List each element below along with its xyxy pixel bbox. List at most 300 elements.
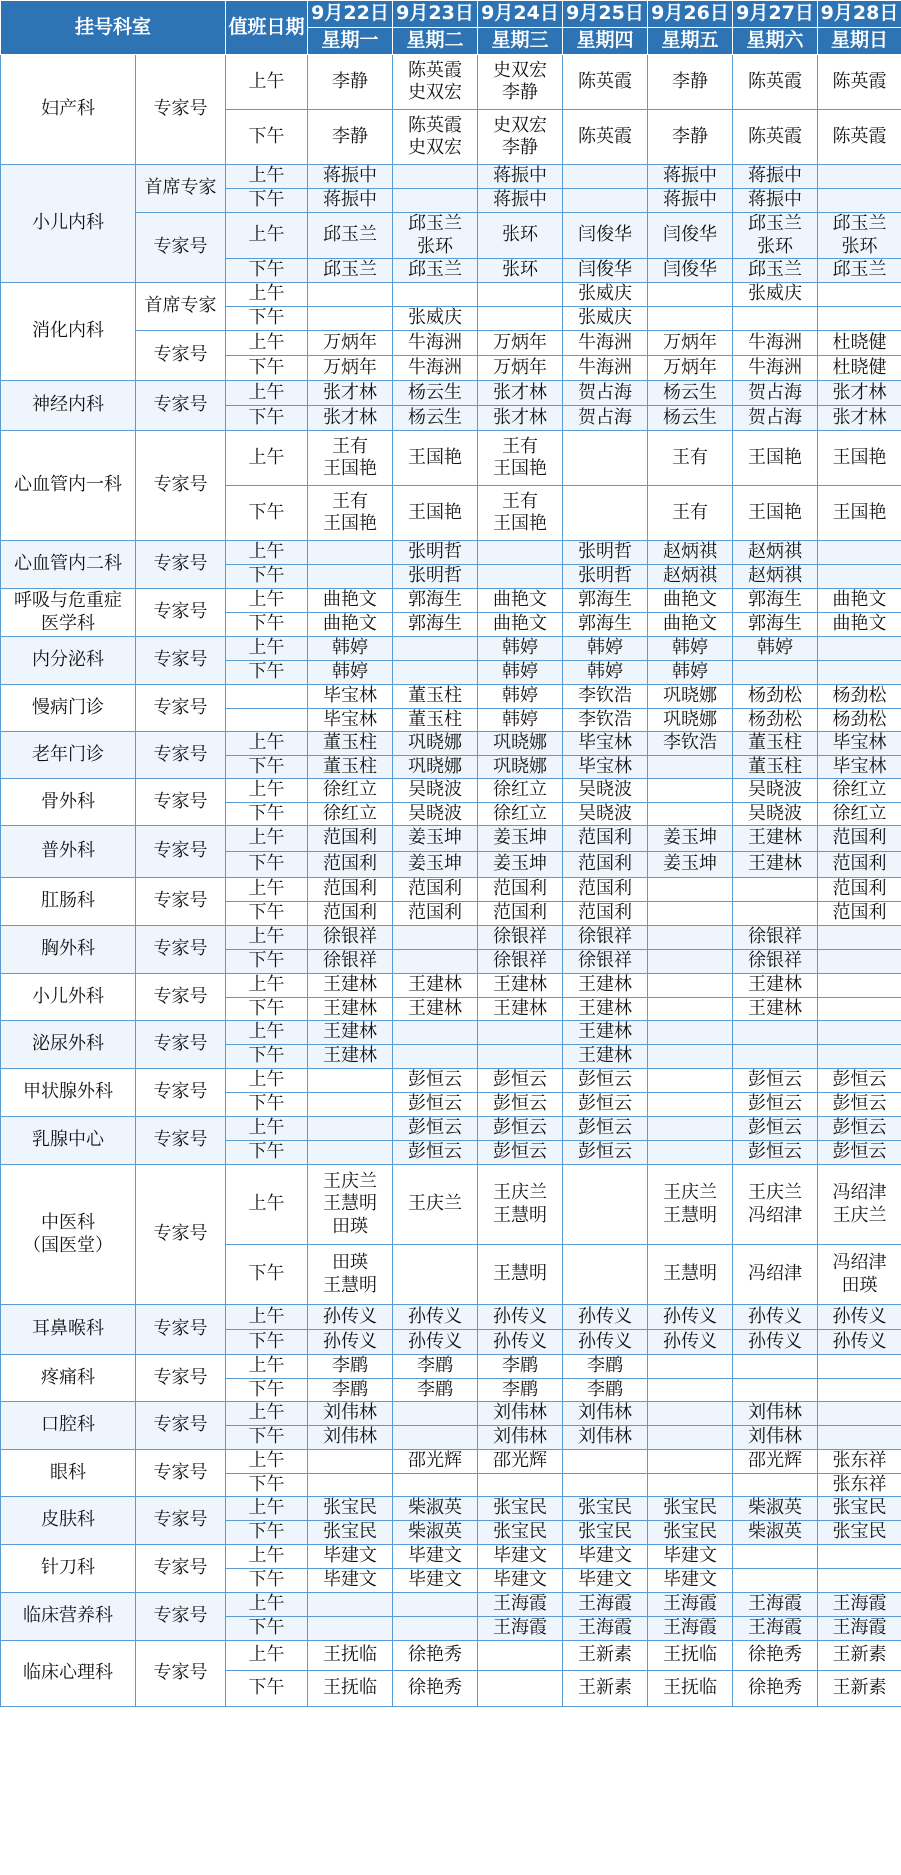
registration-tier: 专家号 [136,1021,226,1069]
doctor-cell: 徐银祥 [478,926,563,950]
doctor-cell: 毕建文 [393,1569,478,1593]
doctor-cell: 邱玉兰 [308,259,393,283]
doctor-cell: 彭恒云 [393,1093,478,1117]
period-cell: 下午 [226,997,308,1021]
department-name: 内分泌科 [1,637,136,685]
weekday-cell: 星期五 [648,28,733,55]
doctor-cell [393,283,478,307]
department-name: 妇产科 [1,55,136,165]
doctor-cell: 蒋振中 [733,165,818,189]
doctor-cell: 徐银祥 [308,926,393,950]
doctor-cell: 郭海生 [563,589,648,613]
doctor-cell: 范国利 [308,878,393,902]
doctor-cell: 王海霞 [478,1617,563,1641]
doctor-cell [818,1402,901,1426]
schedule-row [1,878,901,902]
doctor-cell [308,1069,393,1093]
schedule-row [1,1450,901,1474]
doctor-cell [563,431,648,486]
doctor-cell: 陈英霞 史双宏 [393,110,478,165]
doctor-cell [393,1617,478,1641]
doctor-cell: 张明哲 [563,565,648,589]
doctor-cell: 张宝民 [478,1497,563,1521]
schedule-row [1,1165,901,1245]
doctor-cell: 邱玉兰 [818,259,901,283]
doctor-cell: 范国利 [393,878,478,902]
doctor-cell: 王建林 [308,1021,393,1045]
weekday-cell: 星期四 [563,28,648,55]
doctor-cell: 赵炳祺 [733,565,818,589]
doctor-cell: 李鹛 [393,1378,478,1402]
doctor-cell: 王建林 [563,1045,648,1069]
doctor-cell: 万炳年 [478,356,563,381]
period-cell: 上午 [226,1165,308,1245]
doctor-cell: 王庆兰 王慧明 [478,1165,563,1245]
doctor-cell: 孙传义 [818,1330,901,1355]
doctor-cell: 曲艳文 [648,613,733,637]
doctor-cell: 巩晓娜 [393,732,478,756]
doctor-cell: 刘伟林 [308,1426,393,1450]
period-cell: 下午 [226,1378,308,1402]
doctor-cell [648,1473,733,1497]
schedule-row [1,1305,901,1330]
weekday-cell: 星期二 [393,28,478,55]
doctor-cell: 王建林 [308,974,393,998]
doctor-cell: 李鹛 [478,1378,563,1402]
doctor-cell: 韩婷 [478,708,563,732]
doctor-cell [308,541,393,565]
doctor-cell: 王抚临 [648,1641,733,1671]
doctor-cell: 杨云生 [648,381,733,406]
doctor-cell: 田瑛 王慧明 [308,1245,393,1305]
doctor-cell: 刘伟林 [478,1426,563,1450]
doctor-cell: 赵炳祺 [648,565,733,589]
doctor-cell [648,1021,733,1045]
doctor-cell [818,950,901,974]
period-cell: 上午 [226,541,308,565]
doctor-cell: 柴淑英 [733,1497,818,1521]
registration-tier: 专家号 [136,213,226,283]
doctor-cell: 王有 [648,431,733,486]
registration-tier: 专家号 [136,926,226,974]
doctor-cell: 刘伟林 [478,1402,563,1426]
doctor-cell [733,307,818,331]
doctor-cell [648,1045,733,1069]
schedule-row [1,926,901,950]
doctor-cell: 邵光辉 [478,1450,563,1474]
doctor-cell [393,661,478,685]
doctor-cell: 张环 [478,259,563,283]
period-cell: 上午 [226,55,308,110]
date-cell: 9月24日 [478,1,563,28]
department-name: 慢病门诊 [1,685,136,732]
doctor-cell [818,974,901,998]
doctor-cell: 毕宝林 [308,685,393,709]
doctor-cell: 张宝民 [478,1521,563,1545]
doctor-cell: 赵炳祺 [733,541,818,565]
registration-tier: 专家号 [136,1402,226,1450]
doctor-cell: 彭恒云 [563,1069,648,1093]
doctor-cell: 郭海生 [563,613,648,637]
doctor-cell: 王建林 [733,852,818,878]
doctor-cell: 闫俊华 [563,213,648,259]
doctor-cell: 徐红立 [478,779,563,803]
period-cell: 上午 [226,1402,308,1426]
department-name: 胸外科 [1,926,136,974]
doctor-cell: 张东祥 [818,1473,901,1497]
doctor-cell: 董玉柱 [393,685,478,709]
doctor-cell: 徐银祥 [563,926,648,950]
doctor-cell: 杜晓健 [818,356,901,381]
doctor-cell: 王建林 [563,1021,648,1045]
doctor-cell: 毕建文 [563,1545,648,1569]
period-cell: 下午 [226,406,308,431]
doctor-cell: 韩婷 [308,661,393,685]
doctor-cell: 王庆兰 [393,1165,478,1245]
doctor-cell: 曲艳文 [308,589,393,613]
doctor-cell [733,661,818,685]
doctor-cell: 王有 [648,486,733,541]
registration-tier: 专家号 [136,637,226,685]
doctor-cell: 毕宝林 [308,708,393,732]
doctor-cell [733,1473,818,1497]
registration-tier: 专家号 [136,1545,226,1593]
doctor-cell: 贺占海 [563,406,648,431]
doctor-cell: 杨劲松 [818,708,901,732]
doctor-cell: 陈英霞 [733,55,818,110]
doctor-cell: 范国利 [563,852,648,878]
doctor-cell: 张明哲 [393,541,478,565]
doctor-cell: 王建林 [733,997,818,1021]
doctor-cell: 徐银祥 [308,950,393,974]
doctor-cell: 曲艳文 [648,589,733,613]
registration-tier: 专家号 [136,1305,226,1355]
period-cell: 上午 [226,1450,308,1474]
period-cell: 下午 [226,486,308,541]
doctor-cell: 蒋振中 [733,189,818,213]
doctor-cell [818,661,901,685]
doctor-cell: 彭恒云 [818,1069,901,1093]
period-cell: 上午 [226,1593,308,1617]
doctor-cell: 彭恒云 [563,1093,648,1117]
doctor-cell: 张才林 [478,381,563,406]
doctor-cell: 韩婷 [733,637,818,661]
period-cell: 下午 [226,613,308,637]
doctor-cell: 董玉柱 [308,755,393,779]
period-cell: 下午 [226,1141,308,1165]
doctor-cell: 张威庆 [563,283,648,307]
doctor-cell [393,1593,478,1617]
period-cell: 上午 [226,974,308,998]
doctor-cell: 毕建文 [308,1569,393,1593]
doctor-cell [563,1245,648,1305]
doctor-cell [733,1355,818,1379]
date-cell: 9月27日 [733,1,818,28]
doctor-cell: 张宝民 [818,1497,901,1521]
doctor-cell: 彭恒云 [733,1117,818,1141]
doctor-cell: 范国利 [308,902,393,926]
doctor-cell: 范国利 [563,878,648,902]
period-cell: 下午 [226,259,308,283]
doctor-cell: 王海霞 [733,1593,818,1617]
doctor-cell: 徐银祥 [478,950,563,974]
doctor-cell [308,1450,393,1474]
doctor-cell: 柴淑英 [393,1521,478,1545]
doctor-cell [308,307,393,331]
period-cell: 下午 [226,1045,308,1069]
doctor-cell: 邱玉兰 张环 [393,213,478,259]
doctor-cell [393,1021,478,1045]
doctor-cell: 张才林 [818,406,901,431]
doctor-cell: 彭恒云 [733,1069,818,1093]
doctor-cell: 王国艳 [818,486,901,541]
doctor-cell [308,1117,393,1141]
period-cell: 下午 [226,950,308,974]
doctor-cell [648,307,733,331]
registration-tier: 专家号 [136,685,226,732]
weekday-cell: 星期一 [308,28,393,55]
registration-tier: 专家号 [136,1593,226,1641]
doctor-cell: 蒋振中 [308,189,393,213]
schedule-row [1,331,901,356]
doctor-cell: 刘伟林 [563,1426,648,1450]
schedule-row [1,589,901,613]
doctor-cell: 徐红立 [308,779,393,803]
doctor-cell [308,1141,393,1165]
doctor-cell: 李钦浩 [648,732,733,756]
doctor-cell: 姜玉坤 [648,826,733,852]
doctor-cell: 王建林 [393,997,478,1021]
doctor-cell: 张宝民 [563,1497,648,1521]
doctor-cell: 巩晓娜 [648,685,733,709]
doctor-cell: 邵光辉 [393,1450,478,1474]
doctor-cell: 王慧明 [478,1245,563,1305]
registration-tier: 专家号 [136,589,226,637]
doctor-cell [648,997,733,1021]
doctor-cell: 曲艳文 [478,589,563,613]
doctor-cell [818,1545,901,1569]
doctor-cell: 彭恒云 [478,1093,563,1117]
period-cell: 上午 [226,779,308,803]
doctor-cell: 王庆兰 冯绍津 [733,1165,818,1245]
department-name: 肛肠科 [1,878,136,926]
department-name: 中医科 （国医堂） [1,1165,136,1305]
date-cell: 9月25日 [563,1,648,28]
schedule-row [1,1497,901,1521]
registration-tier: 专家号 [136,1497,226,1545]
doctor-cell: 蒋振中 [478,165,563,189]
doctor-cell [393,637,478,661]
registration-tier: 专家号 [136,1641,226,1707]
doctor-cell [733,902,818,926]
doctor-cell: 韩婷 [563,637,648,661]
period-cell: 下午 [226,1521,308,1545]
schedule-row [1,1545,901,1569]
doctor-cell: 张才林 [818,381,901,406]
doctor-cell: 彭恒云 [818,1093,901,1117]
doctor-cell [648,779,733,803]
doctor-cell: 徐银祥 [563,950,648,974]
doctor-cell: 蒋振中 [478,189,563,213]
doctor-cell: 徐艳秀 [393,1671,478,1707]
doctor-cell: 冯绍津 田瑛 [818,1245,901,1305]
doctor-cell: 张才林 [478,406,563,431]
doctor-cell: 王有 王国艳 [478,486,563,541]
doctor-cell [393,165,478,189]
doctor-cell: 孙传义 [563,1330,648,1355]
department-name: 针刀科 [1,1545,136,1593]
department-name: 消化内科 [1,283,136,381]
doctor-cell: 王建林 [733,826,818,852]
doctor-cell: 孙传义 [648,1305,733,1330]
doctor-cell: 闫俊华 [648,213,733,259]
department-name: 心血管内一科 [1,431,136,541]
registration-tier: 专家号 [136,55,226,165]
doctor-cell: 彭恒云 [733,1093,818,1117]
doctor-cell [648,1426,733,1450]
period-cell: 上午 [226,1641,308,1671]
registration-tier: 专家号 [136,779,226,826]
doctor-cell: 毕宝林 [818,755,901,779]
department-name: 临床心理科 [1,1641,136,1707]
doctor-cell: 郭海生 [733,589,818,613]
doctor-cell [308,1473,393,1497]
doctor-cell [818,283,901,307]
doctor-cell: 杨劲松 [818,685,901,709]
period-cell: 上午 [226,1355,308,1379]
doctor-cell: 郭海生 [393,589,478,613]
doctor-cell: 陈英霞 [733,110,818,165]
doctor-cell: 张宝民 [308,1497,393,1521]
doctor-cell: 韩婷 [308,637,393,661]
department-name: 小儿内科 [1,165,136,283]
doctor-cell: 王海霞 [563,1593,648,1617]
doctor-cell: 孙传义 [563,1305,648,1330]
doctor-cell: 万炳年 [648,331,733,356]
doctor-cell: 冯绍津 [733,1245,818,1305]
doctor-cell: 牛海洲 [733,356,818,381]
doctor-cell [563,1165,648,1245]
doctor-cell: 巩晓娜 [478,755,563,779]
doctor-cell: 贺占海 [733,406,818,431]
registration-tier: 首席专家 [136,283,226,331]
doctor-cell: 范国利 [818,852,901,878]
doctor-cell: 毕建文 [308,1545,393,1569]
department-name: 老年门诊 [1,732,136,779]
doctor-cell [563,1473,648,1497]
registration-tier: 专家号 [136,974,226,1021]
schedule-row [1,685,901,709]
registration-tier: 专家号 [136,381,226,431]
doctor-cell [648,1355,733,1379]
doctor-cell [818,541,901,565]
doctor-cell: 曲艳文 [818,613,901,637]
schedule-row [1,283,901,307]
doctor-cell: 范国利 [478,902,563,926]
doctor-cell: 姜玉坤 [478,852,563,878]
doctor-cell: 李钦浩 [563,708,648,732]
doctor-cell: 彭恒云 [818,1141,901,1165]
doctor-cell [478,283,563,307]
table-header [1,1,901,55]
doctor-cell: 范国利 [563,826,648,852]
doctor-cell: 吴晓波 [393,802,478,826]
schedule-row [1,165,901,189]
doctor-cell [648,974,733,998]
doctor-cell: 徐艳秀 [393,1641,478,1671]
doctor-cell: 张威庆 [733,283,818,307]
doctor-cell: 万炳年 [308,356,393,381]
doctor-cell: 韩婷 [478,685,563,709]
doctor-cell: 王海霞 [818,1617,901,1641]
doctor-cell: 毕建文 [648,1569,733,1593]
doctor-cell: 刘伟林 [563,1402,648,1426]
doctor-cell: 张才林 [308,381,393,406]
doctor-cell: 韩婷 [563,661,648,685]
doctor-cell: 范国利 [818,902,901,926]
doctor-cell: 李鹛 [308,1378,393,1402]
doctor-cell: 张宝民 [648,1521,733,1545]
doctor-cell: 牛海洲 [733,331,818,356]
doctor-cell: 姜玉坤 [648,852,733,878]
doctor-cell: 王国艳 [818,431,901,486]
doctor-cell: 姜玉坤 [478,826,563,852]
doctor-cell [393,1426,478,1450]
doctor-cell [648,1378,733,1402]
doctor-cell: 刘伟林 [308,1402,393,1426]
doctor-cell: 韩婷 [648,661,733,685]
doctor-cell: 巩晓娜 [478,732,563,756]
department-name: 甲状腺外科 [1,1069,136,1117]
doctor-cell: 王建林 [563,974,648,998]
period-cell: 下午 [226,1671,308,1707]
doctor-cell [393,950,478,974]
doctor-cell [818,926,901,950]
doctor-cell: 王海霞 [648,1617,733,1641]
doctor-cell [648,902,733,926]
doctor-cell [648,283,733,307]
doctor-cell: 范国利 [308,852,393,878]
doctor-cell [648,1117,733,1141]
doctor-cell: 王国艳 [393,486,478,541]
doctor-cell: 王建林 [308,997,393,1021]
doctor-cell [308,1593,393,1617]
doctor-cell [818,1426,901,1450]
doctor-cell [393,926,478,950]
doctor-cell: 王海霞 [733,1617,818,1641]
schedule-row [1,55,901,110]
doctor-cell: 王国艳 [393,431,478,486]
doctor-cell [733,1545,818,1569]
date-cell: 9月28日 [818,1,901,28]
doctor-cell [818,565,901,589]
schedule-row [1,637,901,661]
period-cell: 下午 [226,565,308,589]
schedule-row [1,1593,901,1617]
dept-header: 挂号科室 [1,1,226,55]
doctor-cell [393,189,478,213]
doctor-cell: 范国利 [308,826,393,852]
doctor-cell [733,878,818,902]
doctor-cell: 陈英霞 [563,110,648,165]
schedule-row [1,732,901,756]
schedule-row [1,826,901,852]
doctor-cell: 吴晓波 [563,779,648,803]
doctor-cell [563,486,648,541]
department-name: 骨外科 [1,779,136,826]
doctor-cell: 王海霞 [478,1593,563,1617]
doctor-cell: 徐艳秀 [733,1671,818,1707]
